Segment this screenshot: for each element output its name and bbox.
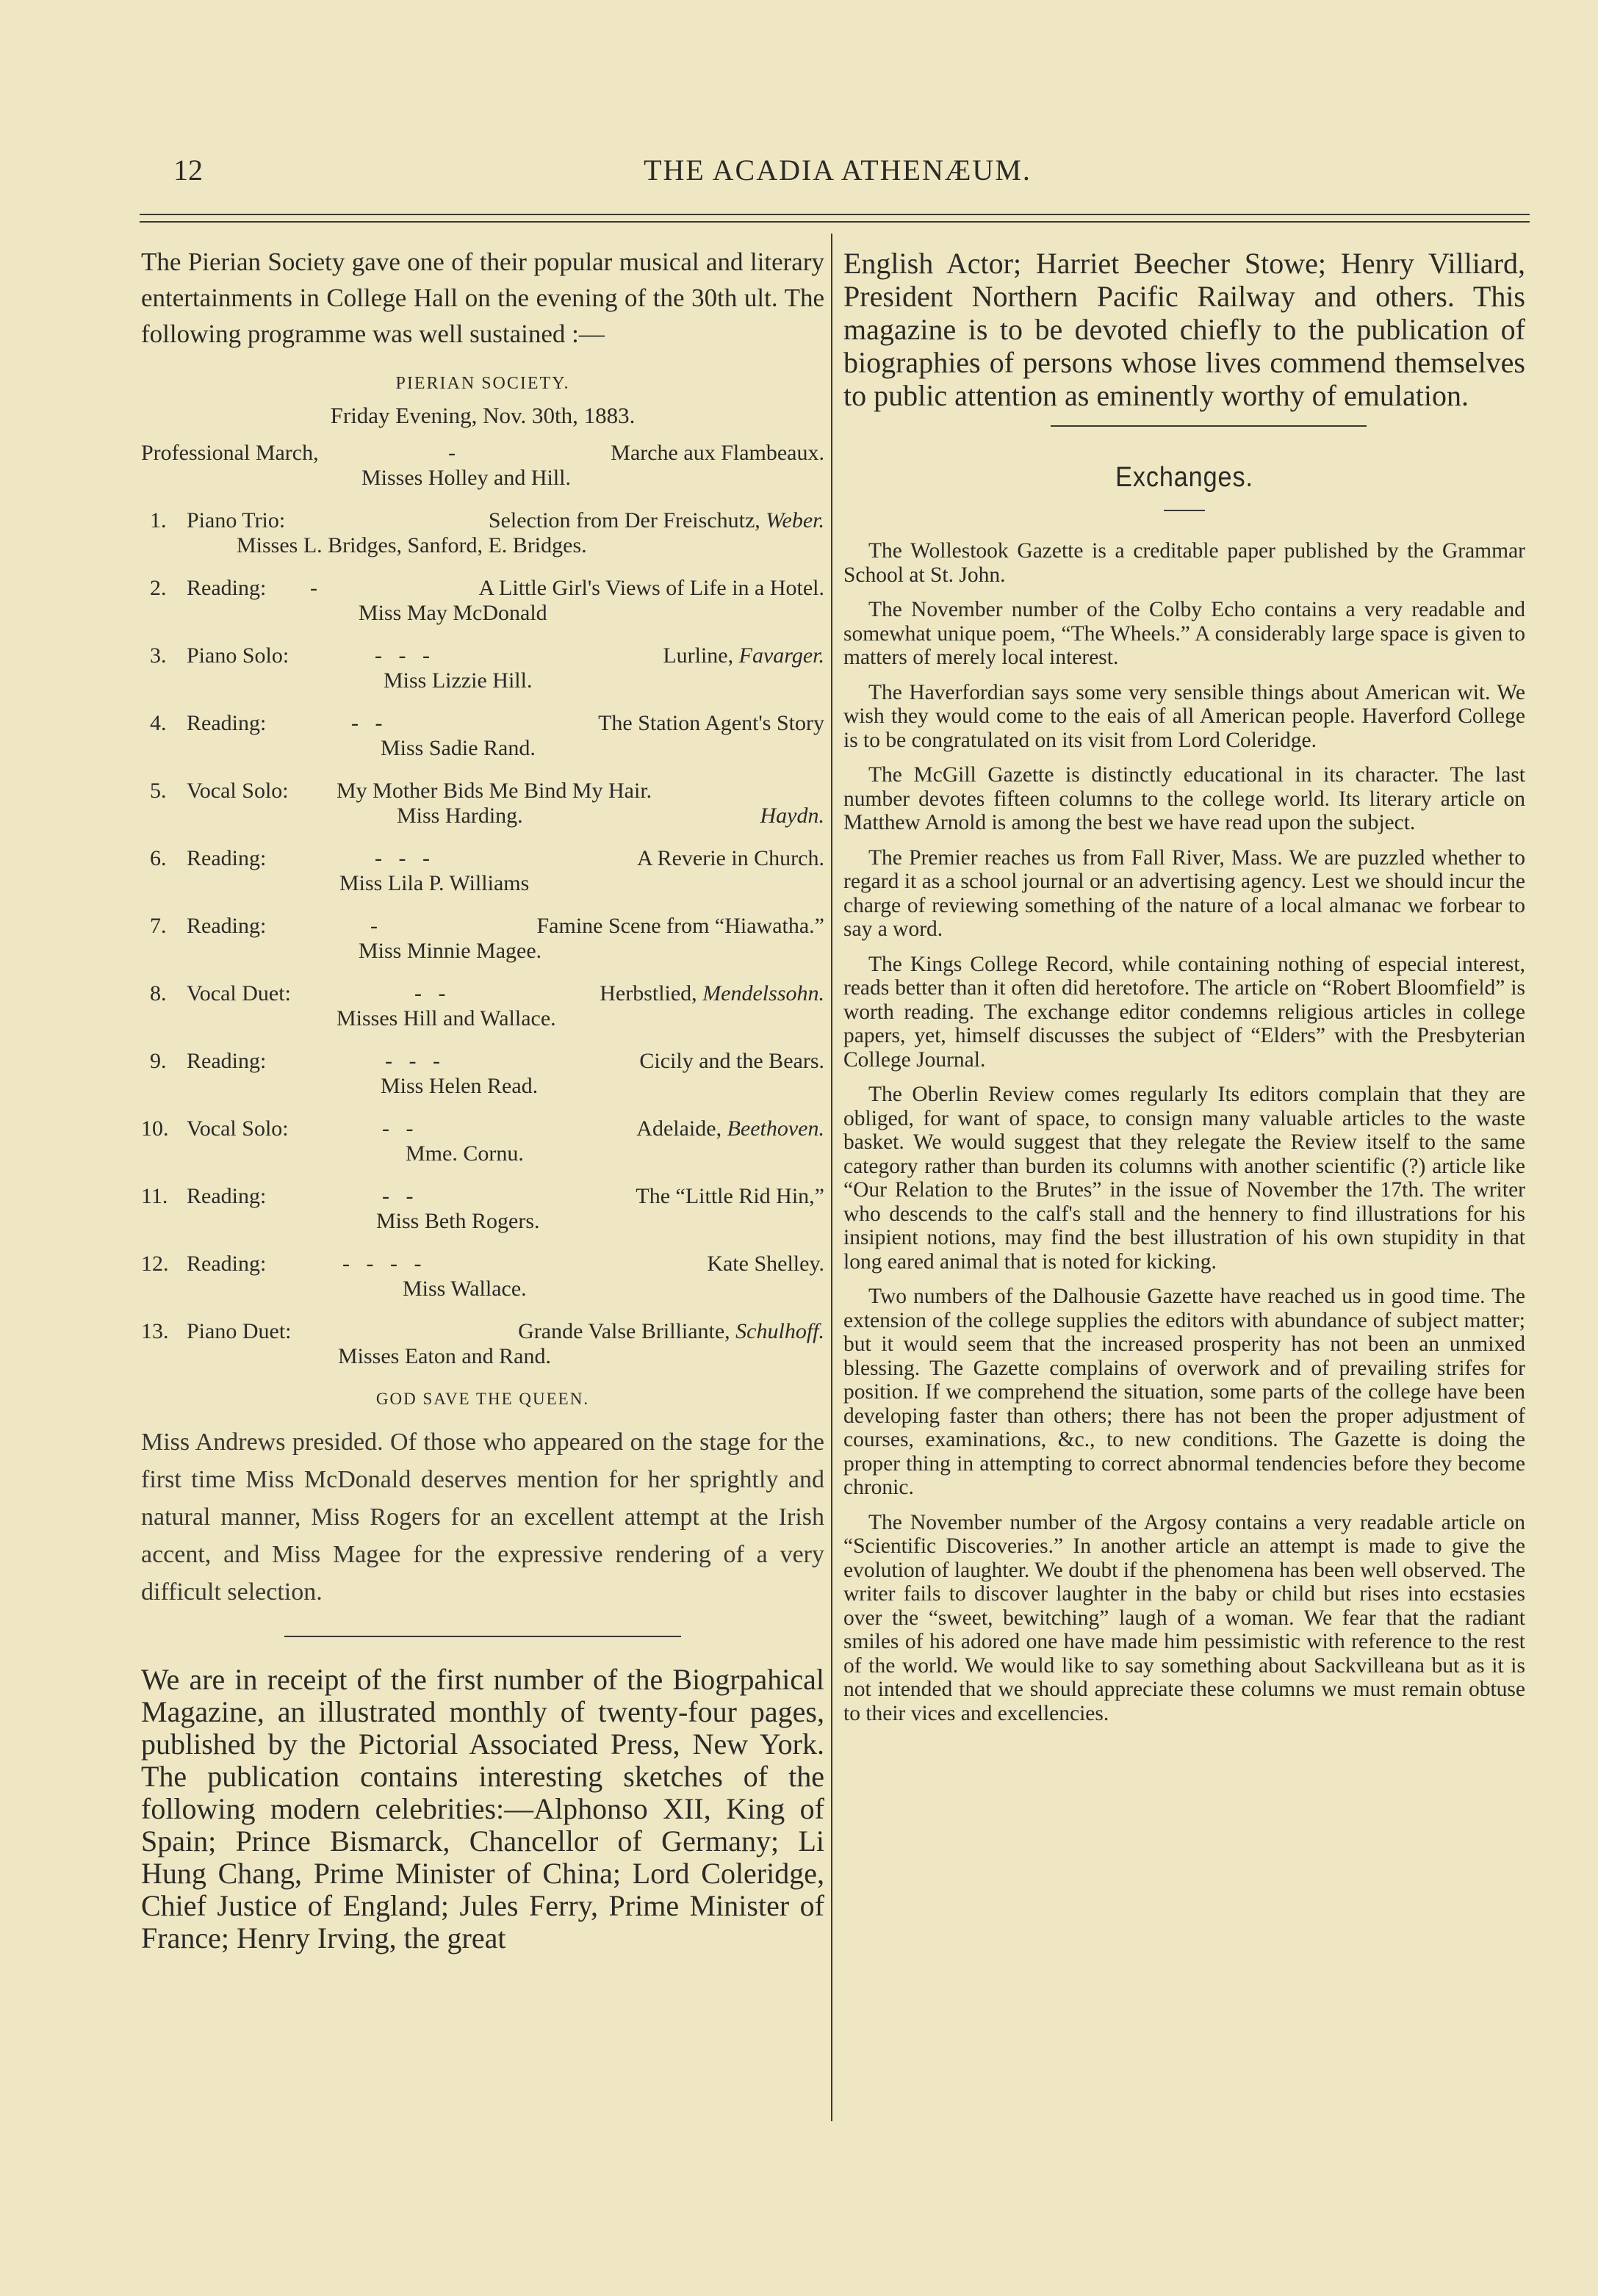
program-composer: Beethoven.	[727, 1116, 824, 1141]
program-dash: - -	[382, 1116, 414, 1141]
program-piece: Selection from Der Freischutz,	[488, 508, 760, 533]
header-rule-top	[140, 214, 1530, 215]
biographical-magazine-notice: We are in receipt of the first number of the Biogrpahical Magazine, an illustrated monthly of twenty-four pages, published by the Pictorial Associated Press, New York. The publication contains interesting sketches of the following modern celebrities:—Alphonso XII, King of Spain; Prince Bismarck, Chancellor of Germany; Li Hung Chang, Prime Minister of China; Lord Coleridge, Chief Justice of England; Jules Ferry, Prime Minister of France; Henry Irving, the great	[141, 1663, 824, 1954]
exchange-paragraph: Two numbers of the Dalhousie Gazette have reached us in good time. The extension of the college supplies the editors with abundance of subject matter; but it would seem that the increased prosperity has not been an unmixed blessing. The Gazette complains of overwork and of prevailing strifes for position. If we comprehend the situation, some parts of the college have been developing faster than others; there has not been the proper adjustment of courses, examinations, &c., to new conditions. The Gazette is doing the proper thing in attempting to correct abnormal tendencies before they become chronic.	[843, 1285, 1525, 1499]
program-item	[141, 1184, 824, 1252]
program-item	[141, 576, 824, 643]
program-act: Professional March,	[141, 441, 319, 465]
program-number: 6.	[150, 846, 167, 870]
program-number: 3.	[150, 643, 167, 668]
program-number: 1.	[150, 508, 167, 533]
exchange-paragraph: The Haverfordian says some very sensible things about American wit. We wish they would come to the eais of all American people. Haverford College is to be congratulated on its visit from Lord Coleridge.	[843, 680, 1525, 752]
program-dash: - -	[414, 981, 446, 1006]
program-dash: -	[448, 441, 456, 465]
program-performers: Misses Eaton and Rand.	[338, 1344, 551, 1368]
exchanges-rule	[1164, 510, 1205, 511]
program-performers: Misses Hill and Wallace.	[336, 1006, 556, 1030]
program-piece: Lurline,	[663, 643, 734, 668]
program-item	[141, 779, 824, 846]
program-act: Reading:	[187, 576, 267, 600]
program-composer: Mendelssohn.	[702, 981, 824, 1006]
program-number: 5.	[150, 779, 167, 803]
program-performers: Miss Harding.	[397, 804, 523, 828]
program-act: Piano Duet:	[187, 1319, 292, 1343]
program-piece: A Reverie in Church.	[637, 846, 824, 870]
program-item	[141, 981, 824, 1049]
program-act: Vocal Solo:	[187, 779, 289, 803]
program-item	[141, 1252, 824, 1319]
program-item	[141, 508, 824, 576]
program-dash: - - - -	[342, 1252, 422, 1276]
section-rule	[1051, 425, 1367, 427]
running-head: THE ACADIA ATHENÆUM.	[644, 154, 1032, 187]
program-composer: Haydn.	[760, 804, 824, 828]
program-item	[141, 643, 824, 711]
biographical-magazine-continued: English Actor; Harriet Beecher Stowe; Henry Villiard, President Northern Pacific Railway and others. This magazine is to be devoted chiefly to the publication of biographies of persons whose lives commend themselves to public attention as eminently worthy of emulation.	[843, 247, 1525, 412]
program-act: Reading:	[187, 711, 267, 735]
program-number: 9.	[150, 1049, 167, 1073]
column-divider	[831, 234, 832, 2121]
program-composer: Weber.	[766, 508, 824, 533]
program-dash: - -	[351, 711, 383, 735]
program-performers: Miss Sadie Rand.	[381, 736, 536, 760]
program-piece: My Mother Bids Me Bind My Hair.	[336, 779, 652, 803]
program-item	[141, 914, 824, 981]
program-heading: PIERIAN SOCIETY.	[395, 374, 570, 393]
right-column	[843, 247, 1525, 1736]
program-piece: The Station Agent's Story	[598, 711, 824, 735]
section-rule	[284, 1636, 681, 1637]
program-piece: Famine Scene from “Hiawatha.”	[536, 914, 824, 938]
pierian-closing: Miss Andrews presided. Of those who appeared on the stage for the first time Miss McDonald deserves mention for her sprightly and natural manner, Miss Rogers for an excellent attempt at the Irish accent, and Miss Magee for the expressive rendering of a very difficult selection.	[141, 1429, 824, 1606]
program-date: Friday Evening, Nov. 30th, 1883.	[330, 402, 636, 428]
program-piece: Adelaide,	[636, 1116, 722, 1141]
exchange-paragraph: The Wollestook Gazette is a creditable paper published by the Grammar School at St. John.	[843, 539, 1525, 587]
program-act: Reading:	[187, 1049, 267, 1073]
program-performers: Miss Wallace.	[403, 1277, 527, 1301]
program-performers: Misses L. Bridges, Sanford, E. Bridges.	[237, 533, 587, 557]
pierian-intro: The Pierian Society gave one of their popular musical and literary entertainments in College Hall on the evening of the 30th ult. The following programme was well sustained :—	[141, 248, 824, 348]
program-item	[141, 1049, 824, 1116]
program-composer: Schulhoff.	[735, 1319, 824, 1343]
program-performers: Miss Minnie Magee.	[359, 939, 542, 963]
program-item	[141, 441, 824, 508]
program-item	[141, 711, 824, 779]
program-number: 4.	[150, 711, 167, 735]
program-dash: - -	[382, 1184, 414, 1208]
program-number: 10.	[141, 1116, 169, 1141]
program-piece: The “Little Rid Hin,”	[636, 1184, 824, 1208]
god-save-the-queen: GOD SAVE THE QUEEN.	[375, 1390, 590, 1408]
program-dash: - - -	[385, 1049, 440, 1073]
program-dash: - - -	[375, 643, 430, 668]
program-act: Piano Solo:	[187, 643, 289, 668]
program-performers: Miss May McDonald	[359, 601, 547, 625]
exchanges-heading: Exchanges.	[1115, 462, 1253, 493]
exchange-paragraph: The Oberlin Review comes regularly Its editors complain that they are obliged, for want of space, to consign many valuable articles to the waste basket. We would suggest that they relegate the Review itself to the same category rather than burden its columns with another scientific (?) article like “Our Relation to the Brutes” in the issue of November the 17th. The writer who descends to the calf's stall and the hennery to find illustrations for his insipient notions, may find the best illustration of his own stupidity in that long eared animal that is noted for kicking.	[843, 1083, 1525, 1274]
program-performers: Miss Lila P. Williams	[339, 871, 530, 895]
program-piece: Cicily and the Bears.	[639, 1049, 824, 1073]
program-performers: Misses Holley and Hill.	[361, 466, 571, 490]
program-item	[141, 1319, 824, 1387]
exchange-paragraph: The November number of the Argosy contains a very readable article on “Scientific Discoveries.” In another article an attempt is made to give the evolution of laughter. We doubt if the phenomena has been well observed. The writer fails to discover laughter in the baby or child but rises into ecstasies over the “sweet, bewitching” laugh of a woman. We fear that the radiant smiles of his adored one have made him pessimistic with reference to the rest of the world. We would like to say something about Sackvilleana but as it is not intended that we should appreciate these columns we must remain obtuse to their vices and excellencies.	[843, 1510, 1525, 1725]
program-performers: Miss Beth Rogers.	[376, 1209, 540, 1233]
program-dash: - - -	[375, 846, 430, 870]
program-piece: Grande Valse Brilliante,	[518, 1319, 730, 1343]
program-act: Reading:	[187, 914, 267, 938]
program-number: 13.	[141, 1319, 169, 1343]
header-rule-bottom	[140, 221, 1530, 223]
program-list	[141, 441, 824, 1387]
program-number: 2.	[150, 576, 167, 600]
page-header	[140, 153, 1536, 197]
program-item	[141, 1116, 824, 1184]
program-piece: Herbstlied,	[600, 981, 697, 1006]
exchange-paragraph: The McGill Gazette is distinctly educational in its character. The last number devotes fifteen columns to the college world. Its literary article on Matthew Arnold is among the best we have read upon the subject.	[843, 763, 1525, 834]
program-dash: -	[310, 576, 317, 600]
program-dash: -	[370, 914, 378, 938]
exchange-paragraph: The November number of the Colby Echo contains a very readable and somewhat unique poem, “The Wheels.” A considerably large space is given to matters of merely local interest.	[843, 598, 1525, 669]
program-piece: A Little Girl's Views of Life in a Hotel.	[478, 576, 824, 600]
program-number: 7.	[150, 914, 167, 938]
program-composer: Favarger.	[738, 643, 824, 668]
program-piece: Kate Shelley.	[707, 1252, 824, 1276]
program-item	[141, 846, 824, 914]
program-act: Reading:	[187, 846, 267, 870]
program-act: Vocal Solo:	[187, 1116, 289, 1141]
program-performers: Miss Helen Read.	[381, 1074, 539, 1098]
program-number: 12.	[141, 1252, 169, 1276]
exchange-paragraph: The Premier reaches us from Fall River, Mass. We are puzzled whether to regard it as a school journal or an advertising agency. Lest we should incur the charge of reviewing something of the nature of a local almanac we forbear to say a word.	[843, 845, 1525, 941]
program-act: Vocal Duet:	[187, 981, 291, 1006]
program-act: Reading:	[187, 1184, 267, 1208]
program-number: 8.	[150, 981, 167, 1006]
program-act: Piano Trio:	[187, 508, 286, 533]
program-piece: Marche aux Flambeaux.	[611, 441, 824, 465]
program-act: Reading:	[187, 1252, 267, 1276]
exchange-paragraph: The Kings College Record, while containing nothing of especial interest, reads better than it often did heretofore. The article on “Robert Bloomfield” is worth reading. The exchange editor condemns religious articles in college papers, yet, himself discusses the subject of “Elders” with the Presbyterian College Journal.	[843, 952, 1525, 1072]
program-number: 11.	[141, 1184, 168, 1208]
program-performers: Mme. Cornu.	[406, 1141, 524, 1166]
program-performers: Miss Lizzie Hill.	[384, 668, 533, 693]
page-number: 12	[173, 154, 203, 187]
left-column	[141, 244, 824, 1954]
